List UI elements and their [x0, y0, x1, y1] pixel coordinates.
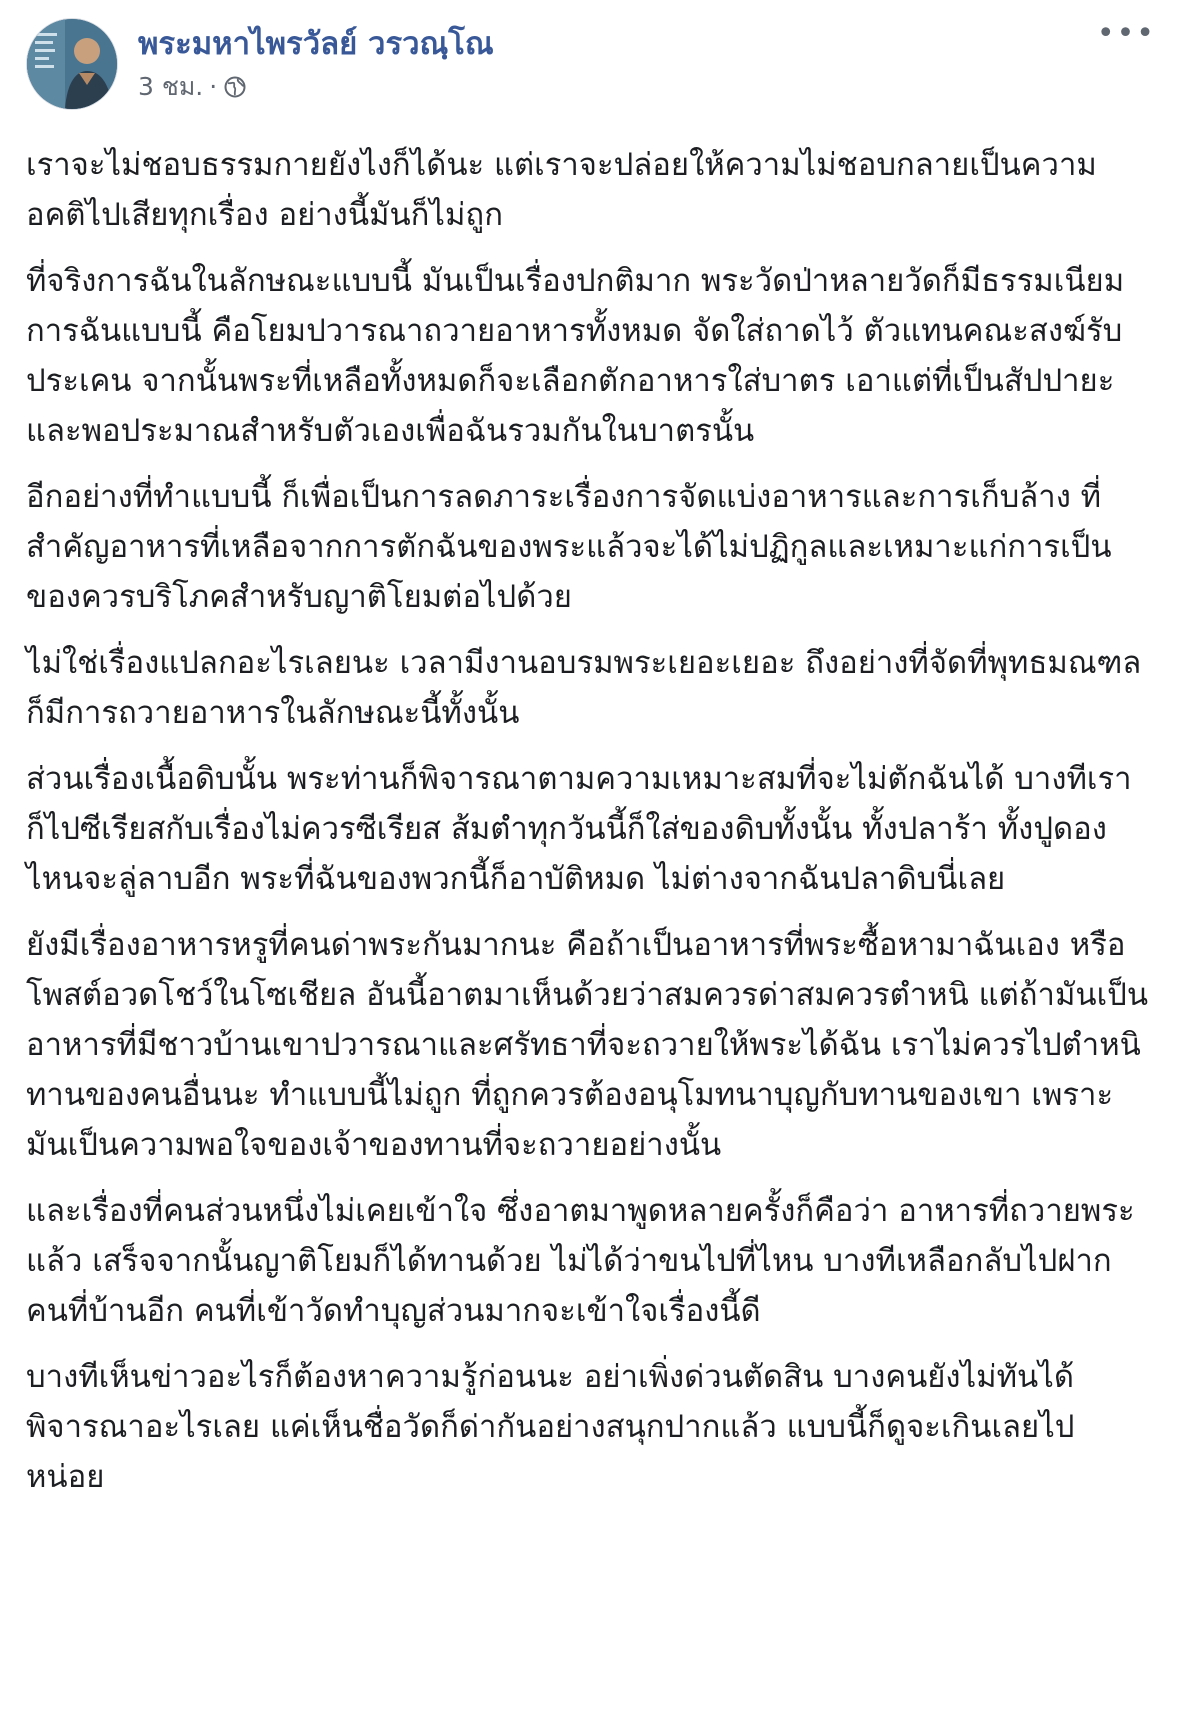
globe-icon[interactable]	[223, 75, 247, 99]
avatar[interactable]	[26, 18, 118, 110]
post-paragraph-7: และเรื่องที่คนส่วนหนึ่งไม่เคยเข้าใจ ซึ่งอาตมาพูดหลายครั้งก็คือว่า อาหารที่ถวายพระแล้ว เสร็จจากนั้นญาติโยมก็ได้ทานด้วย ไม่ได้ว่าขนไปที่ไหน บางทีเหลือกลับไปฝากคนที่บ้านอีก คนที่เข้าวัดทำบุญส่วนมากจะเข้าใจเรื่องนี้ดี	[26, 1193, 1135, 1329]
avatar-image	[27, 19, 117, 109]
post-paragraph-5: ส่วนเรื่องเนื้อดิบนั้น พระท่านก็พิจารณาตามความเหมาะสมที่จะไม่ตักฉันได้ บางทีเราก็ไปซีเรียสกับเรื่องไม่ควรซีเรียส ส้มตำทุกวันนี้ก็ใส่ของดิบทั้งนั้น ทั้งปลาร้า ทั้งปูดอง ไหนจะลู่ลาบอีก พระที่ฉันของพวกนี้ก็อาบัติหมด ไม่ต่างจากฉันปลาดิบนี่เลย	[26, 761, 1132, 897]
post-paragraph-1: เราจะไม่ชอบธรรมกายยังไงก็ได้นะ แต่เราจะปล่อยให้ความไม่ชอบกลายเป็นความอคติไปเสียทุกเรื่อง อย่างนี้มันก็ไม่ถูก	[26, 147, 1097, 233]
post-paragraph-3: อีกอย่างที่ทำแบบนี้ ก็เพื่อเป็นการลดภาระเรื่องการจัดแบ่งอาหารและการเก็บล้าง ที่สำคัญอาหารที่เหลือจากการตักฉันของพระแล้วจะได้ไม่ปฏิกูลและเหมาะแก่การเป็นของควรบริโภคสำหรับญาติโยมต่อไปด้วย	[26, 479, 1112, 615]
post-paragraph-8: บางทีเห็นข่าวอะไรก็ต้องหาความรู้ก่อนนะ อย่าเพิ่งด่วนตัดสิน บางคนยังไม่ทันได้พิจารณาอะไรเลย แค่เห็นชื่อวัดก็ด่ากันอย่างสนุกปากแล้ว แบบนี้ก็ดูจะเกินเลยไปหน่อย	[26, 1359, 1075, 1495]
more-options-icon[interactable]: •••	[1096, 16, 1156, 51]
post-paragraph-2: ที่จริงการฉันในลักษณะแบบนี้ มันเป็นเรื่องปกติมาก พระวัดป่าหลายวัดก็มีธรรมเนียมการฉันแบบนี้ คือโยมปวารณาถวายอาหารทั้งหมด จัดใส่ถาดไว้ ตัวแทนคณะสงฆ์รับประเคน จากนั้นพระที่เหลือทั้งหมดก็จะเลือกตักอาหารใส่บาตร เอาแต่ที่เป็นสัปปายะและพอประมาณสำหรับตัวเองเพื่อฉันรวมกันในบาตรนั้น	[26, 263, 1125, 449]
meta-separator: ·	[209, 72, 218, 101]
post-body	[26, 140, 1160, 1502]
author-name[interactable]: พระมหาไพรวัลย์ วรวณฺโณ	[138, 26, 494, 62]
post-header	[26, 18, 1160, 130]
post-time[interactable]: 3 ชม.	[138, 72, 204, 101]
post-paragraph-4: ไม่ใช่เรื่องแปลกอะไรเลยนะ เวลามีงานอบรมพระเยอะเยอะ ถึงอย่างที่จัดที่พุทธมณฑล ก็มีการถวายอาหารในลักษณะนี้ทั้งนั้น	[26, 645, 1142, 731]
post-meta	[138, 72, 494, 102]
post-paragraph-6: ยังมีเรื่องอาหารหรูที่คนด่าพระกันมากนะ คือถ้าเป็นอาหารที่พระซื้อหามาฉันเอง หรือโพสต์อวดโชว์ในโซเชียล อันนี้อาตมาเห็นด้วยว่าสมควรด่าสมควรตำหนิ แต่ถ้ามันเป็นอาหารที่มีชาวบ้านเขาปวารณาและศรัทธาที่จะถวายให้พระได้ฉัน เราไม่ควรไปตำหนิทานของคนอื่นนะ ทำแบบนี้ไม่ถูก ที่ถูกควรต้องอนุโมทนาบุญกับทานของเขา เพราะมันเป็นความพอใจของเจ้าของทานที่จะถวายอย่างนั้น	[26, 927, 1149, 1163]
author-info	[138, 18, 494, 102]
